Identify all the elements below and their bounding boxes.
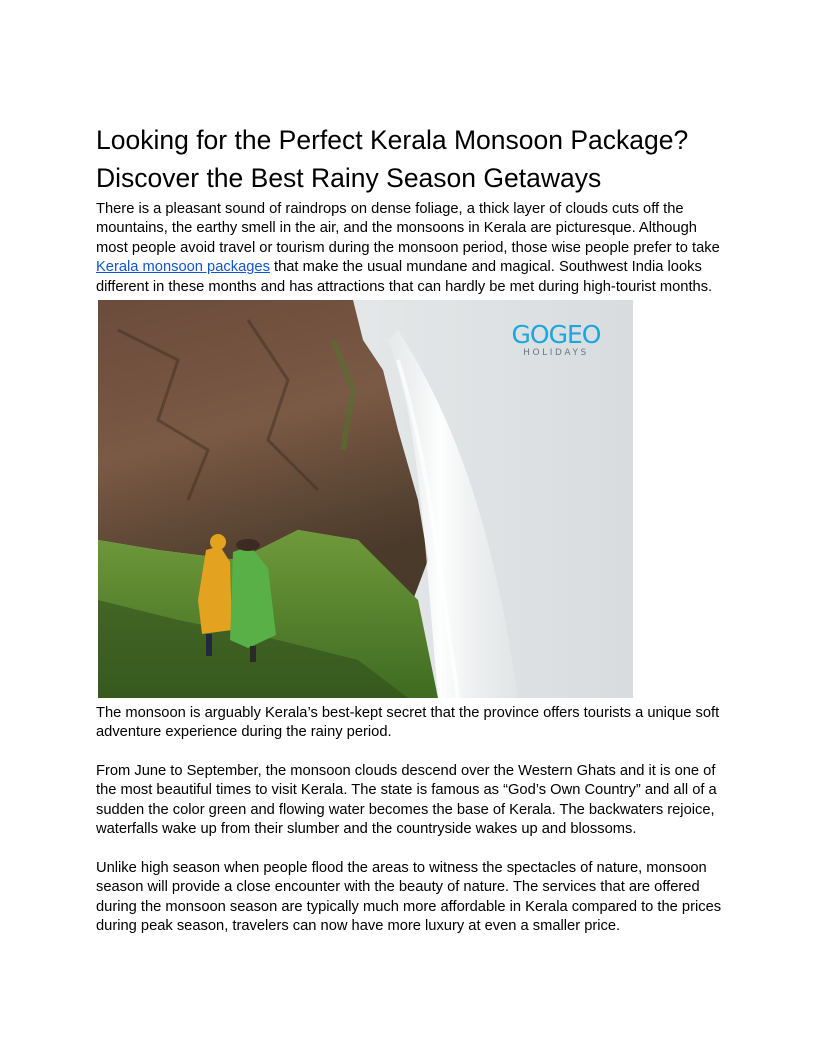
intro-line: There is a pleasant sound of raindrops on dense foliage, a thick layer of clouds cuts off the — [96, 201, 684, 217]
title-line: Discover the Best Rainy Season Getaways — [96, 163, 602, 193]
logo-wordmark: GOGEO — [511, 320, 601, 349]
paragraph-line: From June to September, the monsoon clouds descend over the Western Ghats and it is one of — [96, 763, 716, 779]
intro-paragraph — [96, 200, 726, 297]
paragraph-line: during peak season, travelers can now have more luxury at even a smaller price. — [96, 918, 621, 935]
paragraph-line: during the monsoon season are typically much more affordable in Kerala compared to the prices — [96, 898, 722, 915]
monsoon-season-paragraph — [96, 762, 726, 840]
intro-line: different in these months and has attractions that can hardly be met during high-tourist months. — [96, 278, 713, 295]
intro-line-with-link — [96, 258, 726, 277]
paragraph-line: the most beautiful times to visit Kerala. The state is famous as “God’s Own Country” and all of a — [96, 782, 717, 799]
waterfall-photo-illustration — [98, 300, 633, 698]
caption-line: The monsoon is arguably Kerala’s best-kept secret that the province offers tourists a unique soft — [96, 705, 720, 721]
gogeo-holidays-logo — [501, 322, 611, 359]
caption-line: adventure experience during the rainy period. — [96, 724, 392, 741]
paragraph-line: sudden the color green and flowing water becomes the base of Kerala. The backwaters rejoice, — [96, 801, 715, 818]
intro-line: mountains, the earthy smell in the air, and the monsoons in Kerala are picturesque. Although — [96, 220, 697, 237]
logo-subtext: HOLIDAYS — [523, 348, 589, 358]
paragraph-line: Unlike high season when people flood the areas to witness the spectacles of nature, monsoon — [96, 860, 707, 876]
title-line: Looking for the Perfect Kerala Monsoon Package? — [96, 125, 689, 155]
intro-line: most people avoid travel or tourism during the monsoon period, those wise people prefer to take — [96, 239, 720, 256]
paragraph-line: waterfalls wake up from their slumber and the countryside wakes up and blossoms. — [96, 821, 637, 838]
kerala-monsoon-packages-link[interactable]: Kerala monsoon packages — [96, 259, 270, 276]
paragraph-line: season will provide a close encounter with the beauty of nature. The services that are offered — [96, 879, 700, 896]
article-title — [96, 121, 736, 197]
waterfall-photo — [98, 300, 633, 698]
intro-line-tail: that make the usual mundane and magical. Southwest India looks — [269, 259, 702, 276]
caption-paragraph — [96, 704, 726, 743]
pricing-paragraph — [96, 859, 726, 937]
